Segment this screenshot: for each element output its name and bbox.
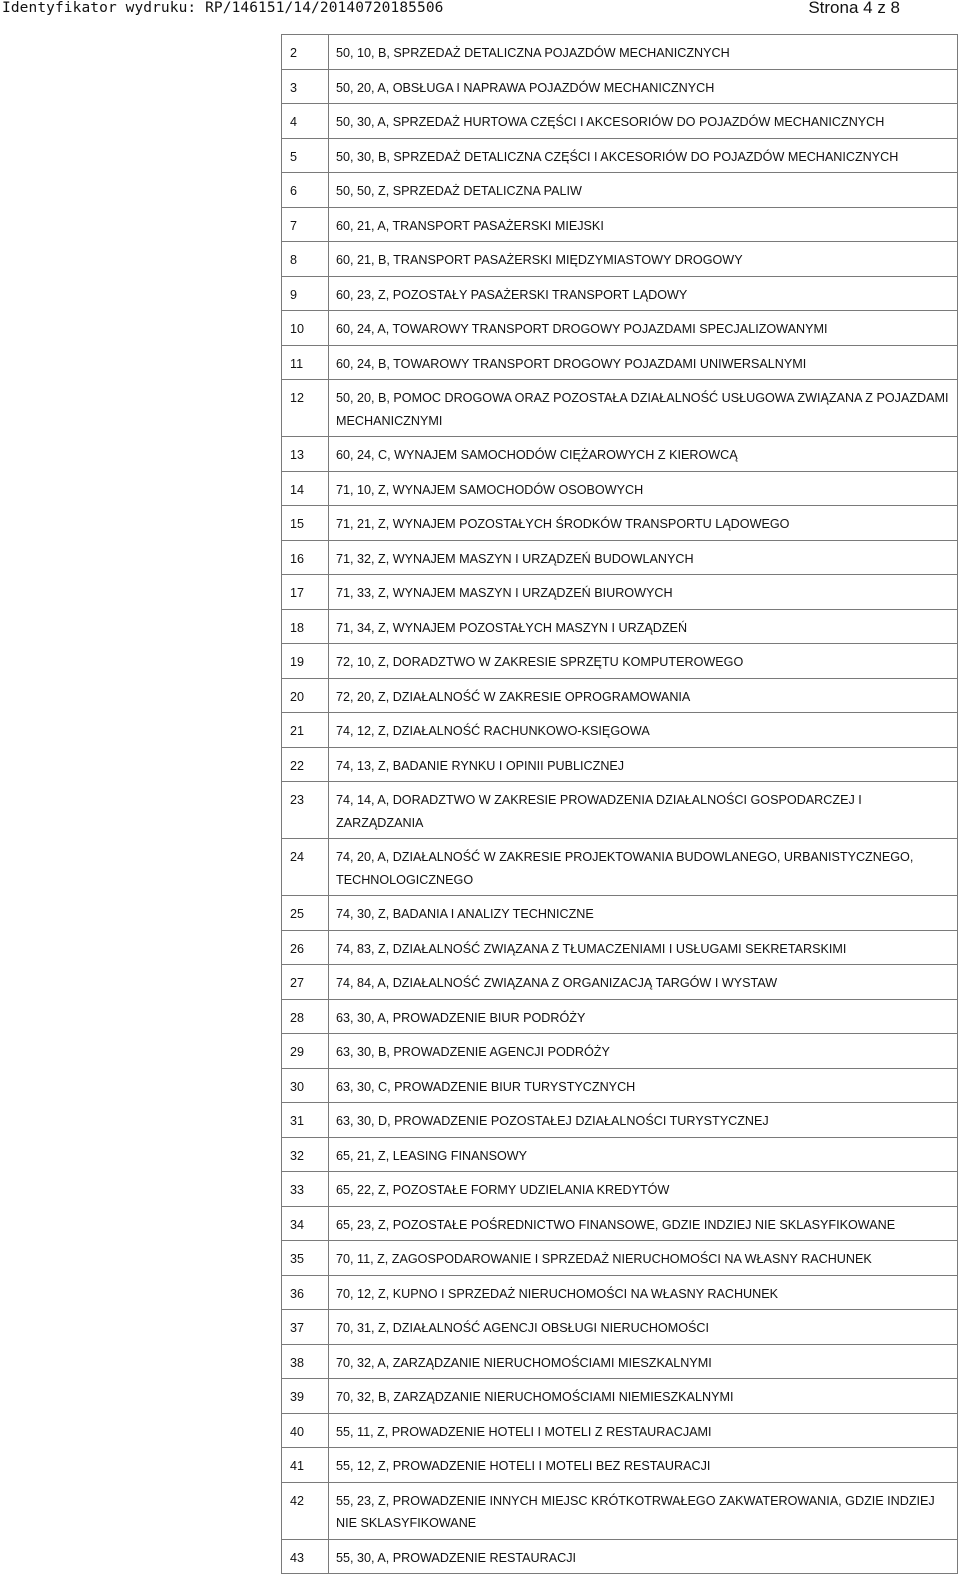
table-row [282,1448,958,1483]
row-number: 22 [282,747,329,782]
activity-description: 74, 12, Z, DZIAŁALNOŚĆ RACHUNKOWO-KSIĘGOWA [329,713,958,748]
row-number: 18 [282,609,329,644]
row-number: 36 [282,1275,329,1310]
activity-description: 74, 13, Z, BADANIE RYNKU I OPINII PUBLICZNEJ [329,747,958,782]
row-number: 12 [282,380,329,437]
activity-description: 63, 30, A, PROWADZENIE BIUR PODRÓŻY [329,999,958,1034]
table-row [282,575,958,610]
table-row [282,207,958,242]
row-number: 5 [282,138,329,173]
table-row [282,242,958,277]
row-number: 37 [282,1310,329,1345]
activity-description: 70, 11, Z, ZAGOSPODAROWANIE I SPRZEDAŻ NIERUCHOMOŚCI NA WŁASNY RACHUNEK [329,1241,958,1276]
activity-description: 55, 11, Z, PROWADZENIE HOTELI I MOTELI Z RESTAURACJAMI [329,1413,958,1448]
row-number: 16 [282,540,329,575]
row-number: 35 [282,1241,329,1276]
row-number: 21 [282,713,329,748]
table-row [282,1344,958,1379]
table-row [282,999,958,1034]
table-row [282,965,958,1000]
row-number: 39 [282,1379,329,1414]
table-row [282,609,958,644]
print-identifier: Identyfikator wydruku: RP/146151/14/20140720185506 [2,0,444,16]
table-row [282,1034,958,1069]
row-number: 40 [282,1413,329,1448]
table-row [282,1310,958,1345]
table-row [282,1206,958,1241]
row-number: 25 [282,896,329,931]
row-number: 38 [282,1344,329,1379]
activity-description: 65, 23, Z, POZOSTAŁE POŚREDNICTWO FINANSOWE, GDZIE INDZIEJ NIE SKLASYFIKOWANE [329,1206,958,1241]
row-number: 11 [282,345,329,380]
row-number: 8 [282,242,329,277]
row-number: 23 [282,782,329,839]
row-number: 13 [282,437,329,472]
activity-description: 74, 20, A, DZIAŁALNOŚĆ W ZAKRESIE PROJEKTOWANIA BUDOWLANEGO, URBANISTYCZNEGO, TECHNOLOGICZNEGO [329,839,958,896]
row-number: 9 [282,276,329,311]
row-number: 19 [282,644,329,679]
page-number: Strona 4 z 8 [808,0,900,17]
table-row [282,437,958,472]
row-number: 31 [282,1103,329,1138]
table-row [282,782,958,839]
activity-description: 63, 30, B, PROWADZENIE AGENCJI PODRÓŻY [329,1034,958,1069]
table-row [282,747,958,782]
table-row [282,1241,958,1276]
table-row [282,1482,958,1539]
activity-description: 50, 20, B, POMOC DROGOWA ORAZ POZOSTAŁA DZIAŁALNOŚĆ USŁUGOWA ZWIĄZANA Z POJAZDAMI MECHANICZNYMI [329,380,958,437]
activity-description: 72, 20, Z, DZIAŁALNOŚĆ W ZAKRESIE OPROGRAMOWANIA [329,678,958,713]
row-number: 41 [282,1448,329,1483]
row-number: 30 [282,1068,329,1103]
table-row [282,1275,958,1310]
activity-description: 55, 12, Z, PROWADZENIE HOTELI I MOTELI BEZ RESTAURACJI [329,1448,958,1483]
table-row [282,471,958,506]
activity-description: 71, 10, Z, WYNAJEM SAMOCHODÓW OSOBOWYCH [329,471,958,506]
row-number: 27 [282,965,329,1000]
table-row [282,35,958,70]
activity-description: 55, 30, A, PROWADZENIE RESTAURACJI [329,1539,958,1574]
activity-description: 71, 32, Z, WYNAJEM MASZYN I URZĄDZEŃ BUDOWLANYCH [329,540,958,575]
activity-description: 65, 22, Z, POZOSTAŁE FORMY UDZIELANIA KREDYTÓW [329,1172,958,1207]
activity-description: 71, 33, Z, WYNAJEM MASZYN I URZĄDZEŃ BIUROWYCH [329,575,958,610]
activity-description: 74, 84, A, DZIAŁALNOŚĆ ZWIĄZANA Z ORGANIZACJĄ TARGÓW I WYSTAW [329,965,958,1000]
activity-description: 60, 24, A, TOWAROWY TRANSPORT DROGOWY POJAZDAMI SPECJALIZOWANYMI [329,311,958,346]
table-row [282,713,958,748]
row-number: 17 [282,575,329,610]
activity-description: 70, 12, Z, KUPNO I SPRZEDAŻ NIERUCHOMOŚCI NA WŁASNY RACHUNEK [329,1275,958,1310]
row-number: 10 [282,311,329,346]
table-row [282,678,958,713]
row-number: 33 [282,1172,329,1207]
table-row [282,311,958,346]
table-row [282,104,958,139]
table-row [282,1539,958,1574]
table-row [282,644,958,679]
row-number: 24 [282,839,329,896]
table-row [282,839,958,896]
activity-description: 50, 50, Z, SPRZEDAŻ DETALICZNA PALIW [329,173,958,208]
activity-description: 50, 20, A, OBSŁUGA I NAPRAWA POJAZDÓW MECHANICZNYCH [329,69,958,104]
activity-description: 71, 34, Z, WYNAJEM POZOSTAŁYCH MASZYN I URZĄDZEŃ [329,609,958,644]
activity-description: 74, 30, Z, BADANIA I ANALIZY TECHNICZNE [329,896,958,931]
activity-description: 60, 23, Z, POZOSTAŁY PASAŻERSKI TRANSPORT LĄDOWY [329,276,958,311]
activity-description: 63, 30, C, PROWADZENIE BIUR TURYSTYCZNYCH [329,1068,958,1103]
page-header [0,0,960,18]
row-number: 32 [282,1137,329,1172]
table-row [282,173,958,208]
activity-table [281,34,958,1574]
row-number: 34 [282,1206,329,1241]
table-row [282,1103,958,1138]
activity-description: 71, 21, Z, WYNAJEM POZOSTAŁYCH ŚRODKÓW TRANSPORTU LĄDOWEGO [329,506,958,541]
activity-description: 65, 21, Z, LEASING FINANSOWY [329,1137,958,1172]
table-row [282,380,958,437]
table-row [282,1413,958,1448]
activity-description: 60, 21, A, TRANSPORT PASAŻERSKI MIEJSKI [329,207,958,242]
activity-description: 55, 23, Z, PROWADZENIE INNYCH MIEJSC KRÓTKOTRWAŁEGO ZAKWATEROWANIA, GDZIE INDZIEJ NIE SKLASYFIKOWANE [329,1482,958,1539]
table-row [282,1172,958,1207]
row-number: 15 [282,506,329,541]
activity-description: 72, 10, Z, DORADZTWO W ZAKRESIE SPRZĘTU KOMPUTEROWEGO [329,644,958,679]
row-number: 42 [282,1482,329,1539]
activity-description: 70, 31, Z, DZIAŁALNOŚĆ AGENCJI OBSŁUGI NIERUCHOMOŚCI [329,1310,958,1345]
table-row [282,138,958,173]
activity-description: 50, 10, B, SPRZEDAŻ DETALICZNA POJAZDÓW MECHANICZNYCH [329,35,958,70]
activity-description: 50, 30, B, SPRZEDAŻ DETALICZNA CZĘŚCI I AKCESORIÓW DO POJAZDÓW MECHANICZNYCH [329,138,958,173]
row-number: 2 [282,35,329,70]
row-number: 14 [282,471,329,506]
table-row [282,930,958,965]
activity-description: 60, 24, B, TOWAROWY TRANSPORT DROGOWY POJAZDAMI UNIWERSALNYMI [329,345,958,380]
activity-table-body [282,35,958,1574]
table-row [282,276,958,311]
activity-description: 50, 30, A, SPRZEDAŻ HURTOWA CZĘŚCI I AKCESORIÓW DO POJAZDÓW MECHANICZNYCH [329,104,958,139]
row-number: 29 [282,1034,329,1069]
table-row [282,896,958,931]
row-number: 26 [282,930,329,965]
table-row [282,345,958,380]
activity-description: 63, 30, D, PROWADZENIE POZOSTAŁEJ DZIAŁALNOŚCI TURYSTYCZNEJ [329,1103,958,1138]
table-row [282,1379,958,1414]
row-number: 4 [282,104,329,139]
row-number: 3 [282,69,329,104]
table-row [282,506,958,541]
table-row [282,69,958,104]
activity-description: 74, 14, A, DORADZTWO W ZAKRESIE PROWADZENIA DZIAŁALNOŚCI GOSPODARCZEJ I ZARZĄDZANIA [329,782,958,839]
table-row [282,1068,958,1103]
row-number: 6 [282,173,329,208]
activity-description: 60, 21, B, TRANSPORT PASAŻERSKI MIĘDZYMIASTOWY DROGOWY [329,242,958,277]
table-row [282,540,958,575]
row-number: 43 [282,1539,329,1574]
activity-description: 70, 32, B, ZARZĄDZANIE NIERUCHOMOŚCIAMI NIEMIESZKALNYMI [329,1379,958,1414]
activity-description: 74, 83, Z, DZIAŁALNOŚĆ ZWIĄZANA Z TŁUMACZENIAMI I USŁUGAMI SEKRETARSKIMI [329,930,958,965]
row-number: 20 [282,678,329,713]
activity-description: 60, 24, C, WYNAJEM SAMOCHODÓW CIĘŻAROWYCH Z KIEROWCĄ [329,437,958,472]
activity-description: 70, 32, A, ZARZĄDZANIE NIERUCHOMOŚCIAMI MIESZKALNYMI [329,1344,958,1379]
row-number: 28 [282,999,329,1034]
table-row [282,1137,958,1172]
row-number: 7 [282,207,329,242]
